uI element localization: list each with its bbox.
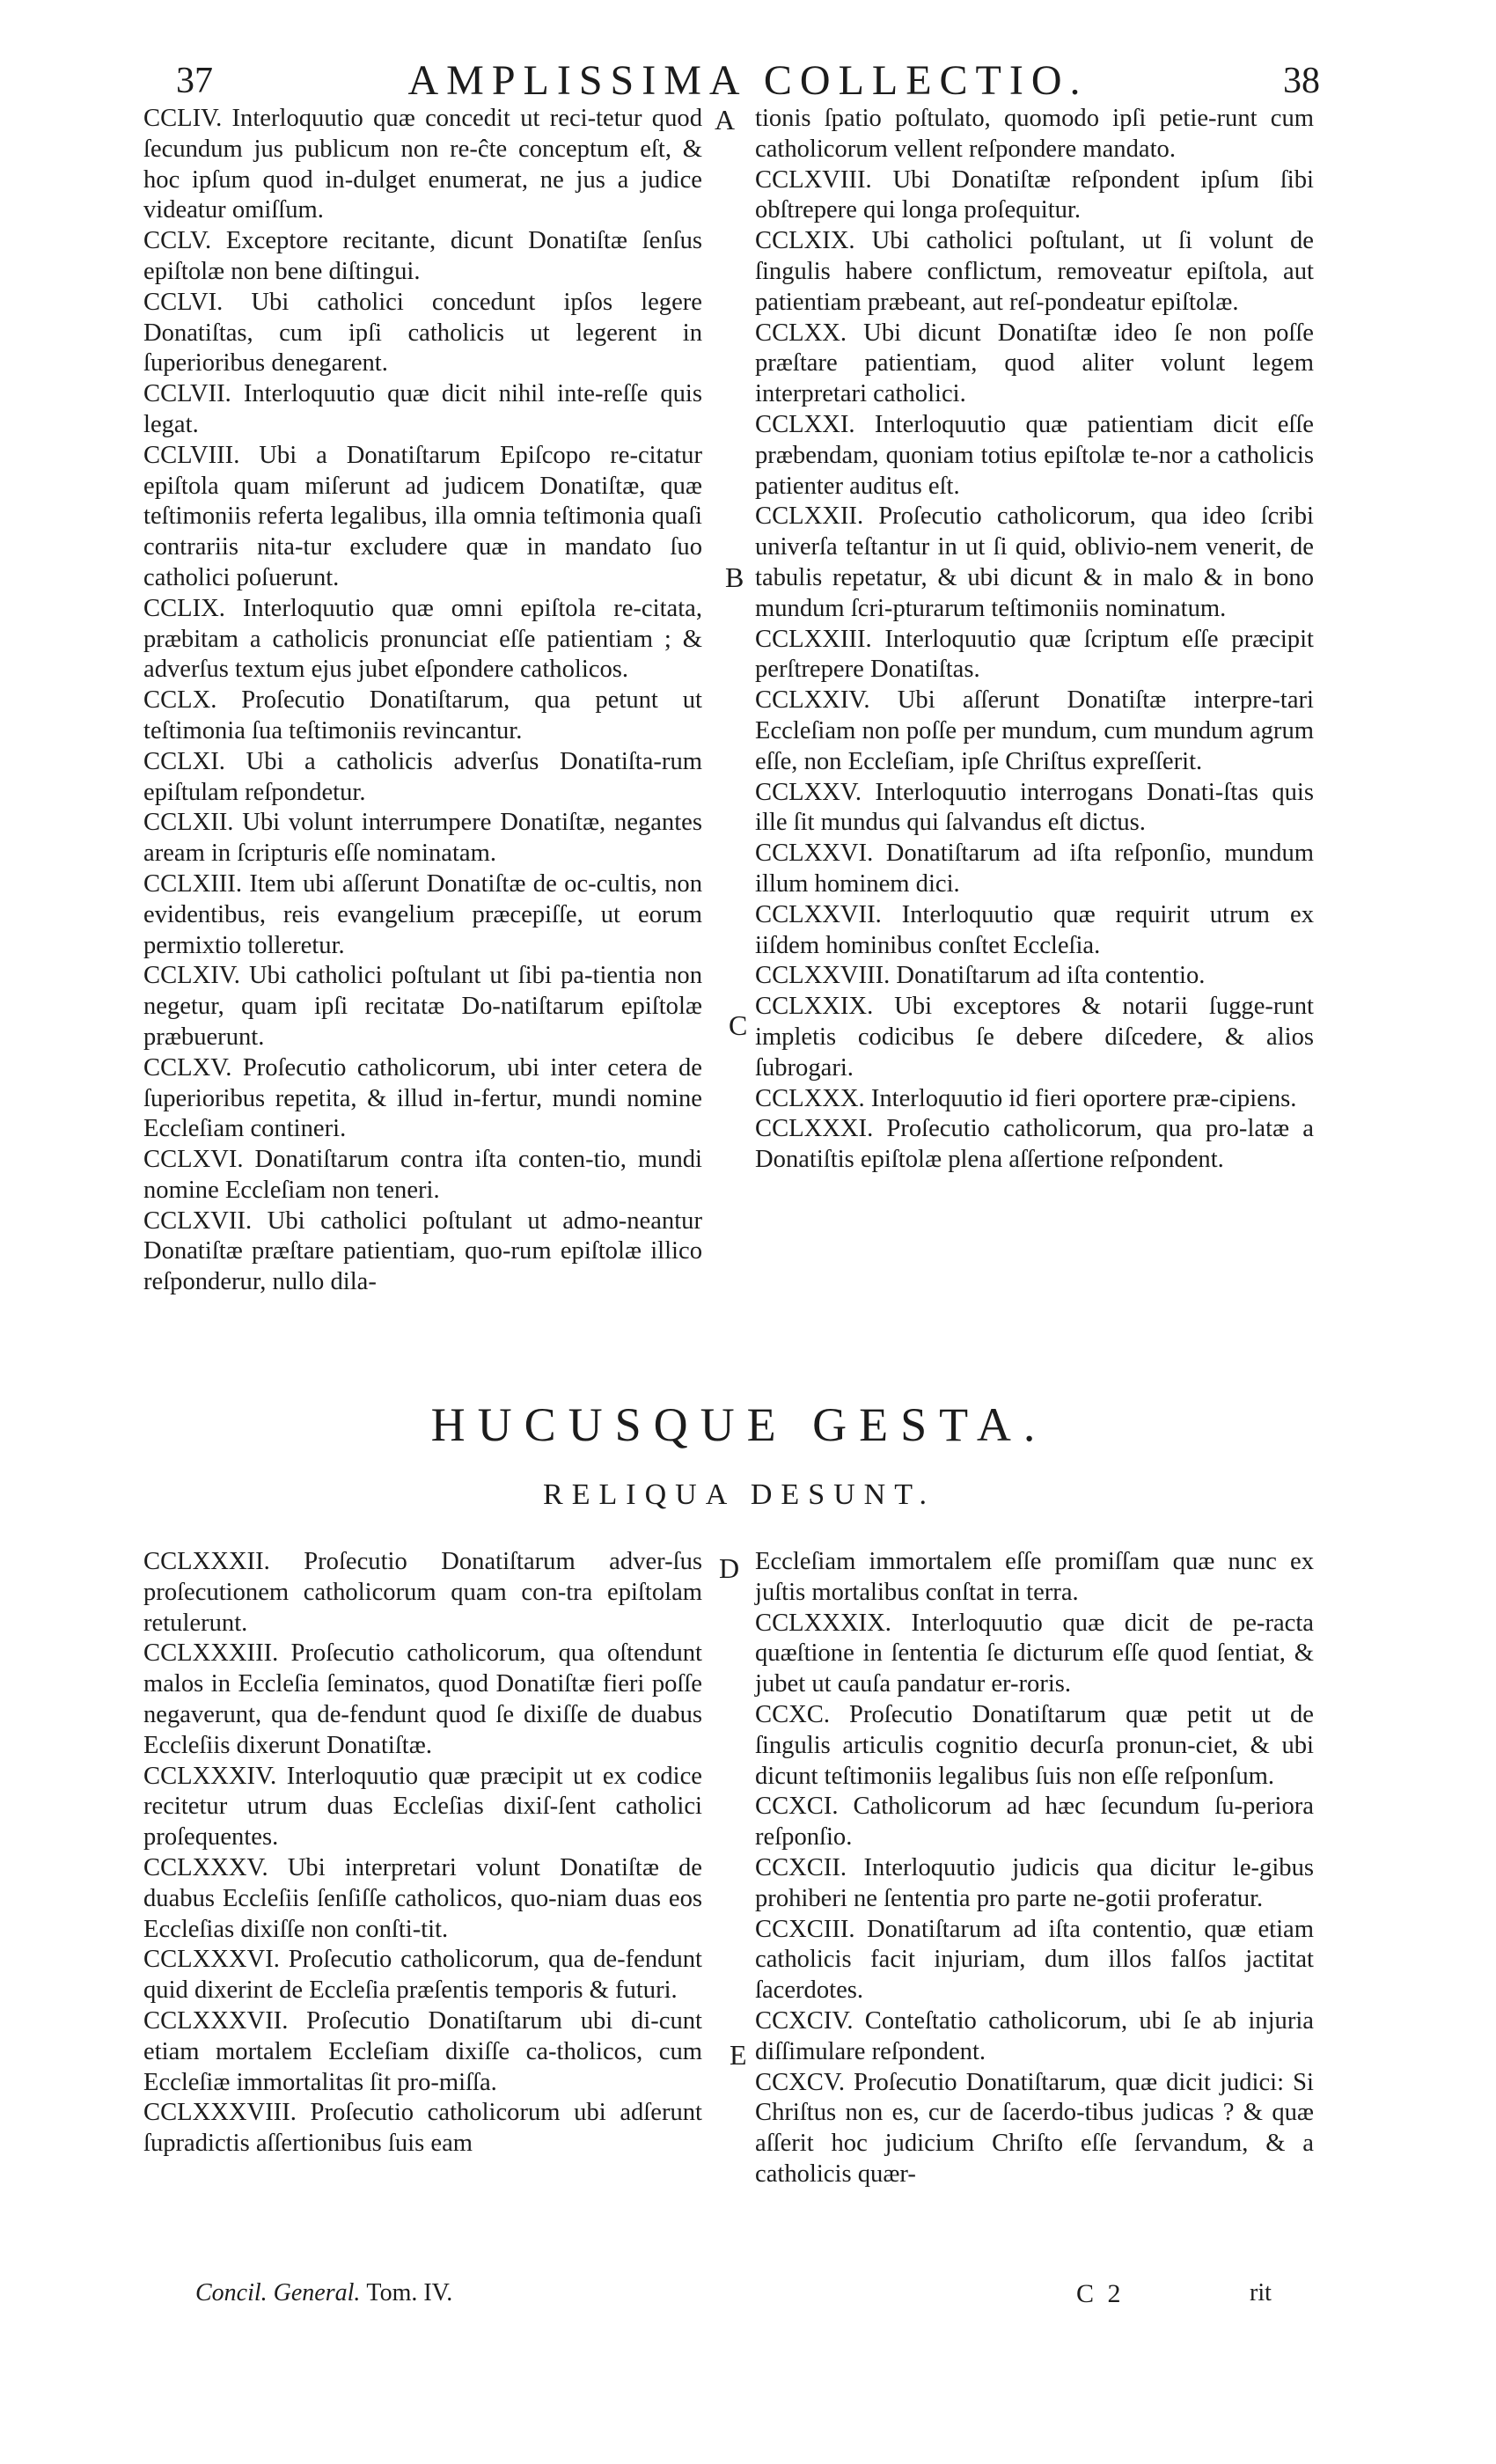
margin-letter-d: D <box>719 1552 740 1584</box>
entry: CCLV. Exceptore recitante, dicunt Donatiſtæ ſenſus epiſtolæ non bene diſtingui. <box>143 227 702 285</box>
catchword: rit <box>1250 2279 1272 2306</box>
entry: CCLXXXIV. Interloquutio quæ præcipit ut ex codice recitetur utrum duas Eccleſias dixiſ-ſent catholici proſequentes. <box>143 1762 702 1852</box>
entry: CCXCV. Proſecutio Donatiſtarum, quæ dicit judici: Si Chriſtus non es, cur de ſacerdo-tibus judicas ? & quæ aſſerit hoc judicium Chriſto eſſe ſervandum, & a catholicis quær- <box>755 2068 1314 2188</box>
entry: CCLXXXVI. Proſecutio catholicorum, qua de-fendunt quid dixerint de Eccleſia præſentis temporis & futuri. <box>143 1946 702 2005</box>
entry: CCLIV. Interloquutio quæ concedit ut reci-tetur quod ſecundum jus publicum non re-ĉte conceptum eſt, & hoc ipſum quod in-dulget enumerat, ne jus a judice videatur omiſſum. <box>143 105 702 224</box>
left-page-number: 37 <box>176 61 213 101</box>
right-column-lower <box>755 1547 1314 2190</box>
entry: CCLXXII. Proſecutio catholicorum, qua ideo ſcribi univerſa teſtantur in ut ſi quid, oblivio-nem venerit, de tabulis repetatur, & ubi dicunt & in malo & in bono mundum ſcri-pturarum teſtimoniis nominatum. <box>755 502 1314 622</box>
entry: CCLXXX. Interloquutio id fieri oportere præ-cipiens. <box>755 1084 1297 1112</box>
right-column-upper <box>755 104 1314 1176</box>
footer-tome: Tom. IV. <box>366 2279 453 2306</box>
left-column-upper <box>143 104 702 1298</box>
entry: CCLXVIII. Ubi Donatiſtæ reſpondent ipſum ſibi obſtrepere qui longa proſequitur. <box>755 165 1314 224</box>
entry: CCLXXXVII. Proſecutio Donatiſtarum ubi di-cunt etiam mortalem Eccleſiam dixiſſe ca-tholicos, cum Eccleſiæ immortalitas ſit pro-miſſa. <box>143 2006 702 2096</box>
entry: CCLXVI. Donatiſtarum contra iſta conten-tio, mundi nomine Eccleſiam non teneri. <box>143 1146 702 1204</box>
signature-mark: C 2 <box>1076 2279 1125 2308</box>
entry: CCLXXIX. Ubi exceptores & notarii ſugge-runt impletis codicibus ſe debere diſcedere, & alios ſubrogari. <box>755 993 1314 1082</box>
entry: CCLXXI. Interloquutio quæ patientiam dicit eſſe præbendam, quoniam totius epiſtolæ te-nor a catholicis patienter auditus eſt. <box>755 410 1314 500</box>
entry: tionis ſpatio poſtulato, quomodo ipſi petie-runt cum catholicorum vellent reſpondere mandato. <box>755 105 1314 163</box>
entry: CCXCI. Catholicorum ad hæc ſecundum ſu-periora reſponſio. <box>755 1793 1314 1852</box>
entry: CCLXXXV. Ubi interpretari volunt Donatiſtæ de duabus Eccleſiis ſenſiſſe catholicos, quo-niam duas eos Eccleſias dixiſſe non conſti-tit. <box>143 1853 702 1943</box>
right-page-number: 38 <box>1283 61 1320 101</box>
entry: CCLXI. Ubi a catholicis adverſus Donatiſta-rum epiſtulam reſpondetur. <box>143 747 702 806</box>
section-subtitle: RELIQUA DESUNT. <box>543 1478 935 1511</box>
entry: Eccleſiam immortalem eſſe promiſſam quæ nunc ex juſtis mortalibus conſtat in terra. <box>755 1548 1314 1606</box>
section-title: HUCUSQUE GESTA. <box>430 1398 1048 1451</box>
entry: CCLXX. Ubi dicunt Donatiſtæ ideo ſe non poſſe præſtare patientiam, quod aliter volunt legem interpretari catholici. <box>755 319 1314 408</box>
entry: CCLVIII. Ubi a Donatiſtarum Epiſcopo re-citatur epiſtola quam miſerunt ad judicem Donatiſtæ, quæ teſtimoniis referta legalibus, illa omnia teſtimonia quaſi contrariis nita-tur excludere quæ in mandato ſuo catholici poſuerunt. <box>143 441 702 591</box>
margin-letter-e: E <box>730 2039 747 2071</box>
footer-imprint <box>195 2279 452 2307</box>
entry: CCLVII. Interloquutio quæ dicit nihil inte-reſſe quis legat. <box>143 380 702 438</box>
entry: CCLXXXVIII. Proſecutio catholicorum ubi adſerunt ſupradictis aſſertionibus ſuis eam <box>143 2099 702 2158</box>
footer-collection-name: Concil. General. <box>195 2279 361 2306</box>
entry: CCLXXIII. Interloquutio quæ ſcriptum eſſe præcipit perſtrepere Donatiſtas. <box>755 625 1314 684</box>
entry: CCLXXXIX. Interloquutio quæ dicit de pe-racta quæſtione in ſententia ſe dicturum eſſe quod ſentiat, & jubet ut cauſa pandatur er-roris. <box>755 1609 1314 1698</box>
entry: CCLXII. Ubi volunt interrumpere Donatiſtæ, negantes aream in ſcripturis eſſe nominatam. <box>143 809 702 868</box>
entry: CCLXIX. Ubi catholici poſtulant, ut ſi volunt de ſingulis habere conflictum, removeatur epiſtola, aut patientiam præbeant, aut reſ-pondeatur epiſtolæ. <box>755 227 1314 316</box>
entry: CCLXVII. Ubi catholici poſtulant ut admo-neantur Donatiſtæ præſtare patientiam, quo-rum epiſtolæ illico reſponderur, nullo dila- <box>143 1206 702 1296</box>
entry: CCLXXXIII. Proſecutio catholicorum, qua oſtendunt malos in Eccleſia ſeminatos, quod Donatiſtæ fieri poſſe negaverunt, qua de-fendunt quod ſe dixiſſe de duabus Eccleſiis dixerunt Donatiſtæ. <box>143 1639 702 1759</box>
entry: CCLXXVI. Donatiſtarum ad iſta reſponſio, mundum illum hominem dici. <box>755 840 1314 898</box>
entry: CCLXXIV. Ubi aſſerunt Donatiſtæ interpre-tari Eccleſiam non poſſe per mundum, cum mundum agrum eſſe, non Eccleſiam, ipſe Chriſtus expreſſerit. <box>755 686 1314 775</box>
entry: CCLVI. Ubi catholici concedunt ipſos legere Donatiſtas, cum ipſi catholicis ut legerent in ſuperioribus denegarent. <box>143 288 702 378</box>
left-column-lower <box>143 1547 702 2160</box>
running-title: AMPLISSIMA COLLECTIO. <box>407 57 1089 104</box>
entry: CCXCIII. Donatiſtarum ad iſta contentio, quæ etiam catholicis facit injuriam, dum illos falſos jactitat ſacerdotes. <box>755 1915 1314 2005</box>
entry: CCLX. Proſecutio Donatiſtarum, qua petunt ut teſtimonia ſua teſtimoniis revincantur. <box>143 686 702 744</box>
entry: CCLIX. Interloquutio quæ omni epiſtola re-citata, præbitam a catholicis pronunciat eſſe patientiam ; & adverſus textum ejus jubet eſpondere catholicos. <box>143 594 702 684</box>
entry: CCXCIV. Conteſtatio catholicorum, ubi ſe ab injuria diſſimulare reſpondent. <box>755 2006 1314 2065</box>
entry: CCLXXV. Interloquutio interrogans Donati-ſtas quis ille ſit mundus qui ſalvandus eſt dictus. <box>755 778 1314 837</box>
margin-letter-a: A <box>715 104 736 136</box>
entry: CCLXXVIII. Donatiſtarum ad iſta contentio. <box>755 962 1206 990</box>
entry: CCXC. Proſecutio Donatiſtarum quæ petit ut de ſingulis articulis cognitio decurſa pronun-ciet, & ubi dicunt teſtimoniis legalibus ſuis non eſſe reſponſum. <box>755 1700 1314 1790</box>
entry: CCLXIV. Ubi catholici poſtulant ut ſibi pa-tientia non negetur, quam ipſi recitatæ Do-natiſtarum epiſtolæ præbuerunt. <box>143 962 702 1051</box>
running-header <box>176 56 1320 109</box>
margin-letter-b: B <box>725 561 744 593</box>
entry: CCLXIII. Item ubi aſſerunt Donatiſtæ de oc-cultis, non evidentibus, reis evangelium præcepiſſe, ut eorum permixtio tolleretur. <box>143 869 702 959</box>
entry: CCLXXXII. Proſecutio Donatiſtarum adver-ſus proſecutionem catholicorum quam con-tra epiſtolam retulerunt. <box>143 1548 702 1637</box>
entry: CCLXV. Proſecutio catholicorum, ubi inter cetera de ſuperioribus repetita, & illud in-fertur, mundi nomine Eccleſiam contineri. <box>143 1053 702 1143</box>
entry: CCLXXVII. Interloquutio quæ requirit utrum ex iiſdem hominibus conſtet Eccleſia. <box>755 900 1314 959</box>
entry: CCXCII. Interloquutio judicis qua dicitur le-gibus prohiberi ne ſententia pro parte ne-gotii proferatur. <box>755 1853 1314 1912</box>
entry: CCLXXXI. Proſecutio catholicorum, qua pro-latæ a Donatiſtis epiſtolæ plena aſſertione reſpondent. <box>755 1115 1314 1174</box>
margin-letter-c: C <box>729 1009 748 1041</box>
